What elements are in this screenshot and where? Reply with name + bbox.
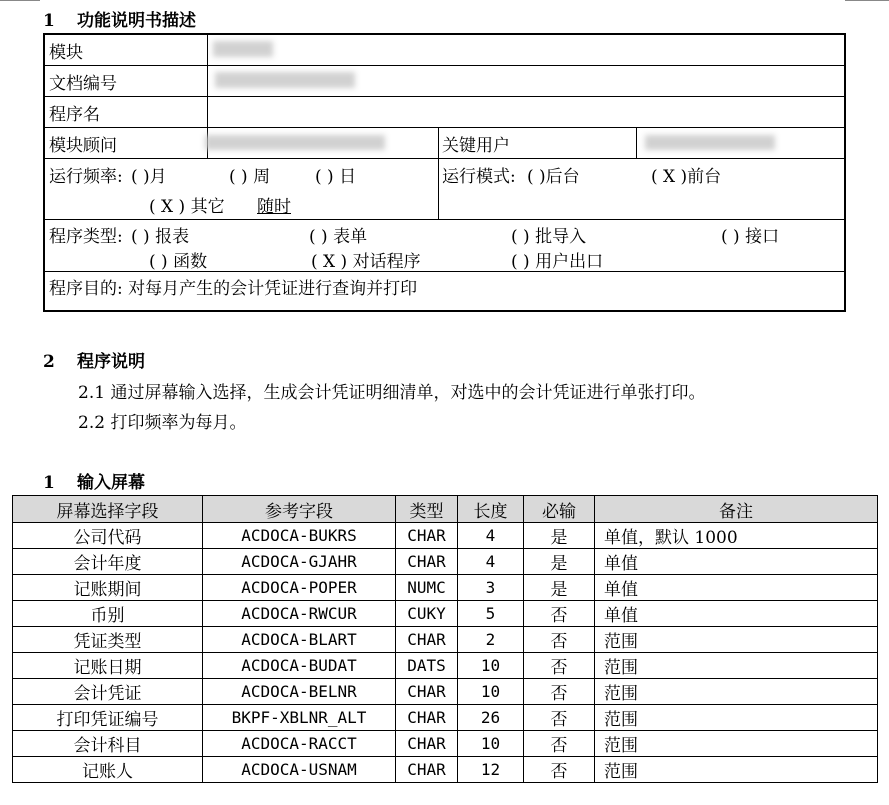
header-remark: 备注	[595, 496, 878, 523]
cell-reference-field: ACDOCA-RWCUR	[203, 601, 396, 627]
cell-remark: 单值，默认 1000	[595, 523, 878, 549]
cell-length: 26	[458, 705, 524, 731]
cell-screen-field: 凭证类型	[13, 627, 203, 653]
cell-length: 12	[458, 757, 524, 783]
cell-reference-field: ACDOCA-BLART	[203, 627, 396, 653]
divider	[636, 127, 637, 158]
cell-screen-field: 会计科目	[13, 731, 203, 757]
consultant-label: 模块顾问	[49, 136, 117, 156]
section-title: 程序说明	[77, 352, 145, 372]
spec-row-consultant	[45, 127, 844, 159]
cell-length: 4	[458, 523, 524, 549]
table-row	[13, 653, 878, 679]
table-row	[13, 601, 878, 627]
frequency-other: ( X ) 其它	[149, 197, 225, 217]
divider	[207, 96, 208, 127]
section-heading-input-screen	[43, 468, 145, 493]
cell-screen-field: 记账日期	[13, 653, 203, 679]
cell-length: 4	[458, 549, 524, 575]
cell-type: CUKY	[396, 601, 458, 627]
cell-length: 2	[458, 627, 524, 653]
cell-required: 是	[524, 523, 595, 549]
table-row	[13, 731, 878, 757]
spec-row-purpose	[45, 271, 844, 310]
table-row	[13, 705, 878, 731]
page-corner-mark-right	[845, 0, 889, 1]
cell-remark: 单值	[595, 575, 878, 601]
section-number: 1	[43, 473, 55, 493]
type-dialog-program: ( X ) 对话程序	[311, 252, 421, 272]
cell-reference-field: BKPF-XBLNR_ALT	[203, 705, 396, 731]
header-required: 必输	[524, 496, 595, 523]
section-heading-spec	[43, 6, 196, 31]
cell-length: 10	[458, 731, 524, 757]
cell-required: 否	[524, 705, 595, 731]
cell-type: DATS	[396, 653, 458, 679]
header-screen-field: 屏幕选择字段	[13, 496, 203, 523]
frequency-week: ( ) 周	[229, 167, 271, 187]
cell-required: 是	[524, 549, 595, 575]
type-report: ( ) 报表	[131, 227, 190, 247]
table-header-row	[13, 496, 878, 523]
frequency-month: ( )月	[131, 167, 167, 187]
cell-required: 否	[524, 731, 595, 757]
cell-length: 10	[458, 679, 524, 705]
section-title: 输入屏幕	[77, 473, 145, 493]
cell-type: CHAR	[396, 549, 458, 575]
cell-type: NUMC	[396, 575, 458, 601]
doc-no-value-redacted	[215, 72, 355, 88]
table-row	[13, 627, 878, 653]
cell-length: 10	[458, 653, 524, 679]
cell-type: CHAR	[396, 731, 458, 757]
table-row	[13, 549, 878, 575]
table-row	[13, 757, 878, 783]
cell-length: 3	[458, 575, 524, 601]
cell-required: 是	[524, 575, 595, 601]
program-name-label: 程序名	[49, 105, 100, 125]
cell-type: CHAR	[396, 627, 458, 653]
page-corner-mark-left	[0, 0, 40, 1]
cell-remark: 单值	[595, 601, 878, 627]
cell-reference-field: ACDOCA-POPER	[203, 575, 396, 601]
cell-required: 否	[524, 601, 595, 627]
cell-length: 5	[458, 601, 524, 627]
spec-row-frequency	[45, 158, 844, 220]
divider	[207, 35, 208, 65]
cell-screen-field: 币别	[13, 601, 203, 627]
cell-required: 否	[524, 679, 595, 705]
cell-reference-field: ACDOCA-BELNR	[203, 679, 396, 705]
spec-row-doc-no	[45, 65, 844, 97]
cell-type: CHAR	[396, 705, 458, 731]
cell-required: 否	[524, 627, 595, 653]
cell-screen-field: 公司代码	[13, 523, 203, 549]
cell-remark: 范围	[595, 653, 878, 679]
key-user-label: 关键用户	[442, 136, 510, 156]
module-label: 模块	[49, 43, 83, 63]
frequency-other-value: 随时	[257, 197, 291, 217]
program-description-1: 2.1 通过屏幕输入选择，生成会计凭证明细清单，对选中的会计凭证进行单张打印。	[78, 383, 706, 403]
cell-screen-field: 会计凭证	[13, 679, 203, 705]
table-row	[13, 679, 878, 705]
spec-row-module	[45, 35, 844, 66]
doc-no-label: 文档编号	[49, 74, 117, 94]
type-batch-import: ( ) 批导入	[511, 227, 587, 247]
program-description-2: 2.2 打印频率为每月。	[78, 413, 247, 433]
section-title: 功能说明书描述	[77, 11, 196, 31]
section-number: 1	[43, 11, 55, 31]
section-number: 2	[43, 352, 55, 372]
cell-remark: 范围	[595, 731, 878, 757]
run-mode-foreground: ( X )前台	[651, 167, 722, 187]
input-screen-table	[12, 495, 878, 783]
run-mode-background: ( )后台	[527, 167, 580, 187]
key-user-value-redacted	[645, 135, 775, 150]
table-row	[13, 575, 878, 601]
cell-type: CHAR	[396, 757, 458, 783]
header-reference-field: 参考字段	[203, 496, 396, 523]
cell-remark: 范围	[595, 705, 878, 731]
program-type-label: 程序类型:	[49, 227, 123, 247]
cell-screen-field: 会计年度	[13, 549, 203, 575]
type-form: ( ) 表单	[309, 227, 368, 247]
cell-reference-field: ACDOCA-RACCT	[203, 731, 396, 757]
type-function: ( ) 函数	[149, 252, 208, 272]
cell-screen-field: 打印凭证编号	[13, 705, 203, 731]
cell-required: 否	[524, 757, 595, 783]
divider	[207, 65, 208, 96]
header-length: 长度	[458, 496, 524, 523]
header-type: 类型	[396, 496, 458, 523]
divider	[438, 158, 439, 219]
cell-type: CHAR	[396, 523, 458, 549]
module-value-redacted	[213, 41, 273, 57]
cell-remark: 单值	[595, 549, 878, 575]
cell-type: CHAR	[396, 679, 458, 705]
cell-remark: 范围	[595, 679, 878, 705]
frequency-label: 运行频率:	[49, 167, 123, 187]
section-heading-program	[43, 347, 145, 372]
cell-remark: 范围	[595, 757, 878, 783]
cell-reference-field: ACDOCA-BUDAT	[203, 653, 396, 679]
spec-row-program-type	[45, 219, 844, 272]
table-row	[13, 523, 878, 549]
consultant-value-redacted	[205, 135, 385, 150]
cell-required: 否	[524, 653, 595, 679]
cell-reference-field: ACDOCA-BUKRS	[203, 523, 396, 549]
type-interface: ( ) 接口	[721, 227, 780, 247]
divider	[438, 127, 439, 158]
cell-reference-field: ACDOCA-USNAM	[203, 757, 396, 783]
spec-box	[43, 33, 846, 312]
cell-screen-field: 记账人	[13, 757, 203, 783]
cell-reference-field: ACDOCA-GJAHR	[203, 549, 396, 575]
program-purpose: 程序目的: 对每月产生的会计凭证进行查询并打印	[49, 279, 418, 299]
cell-remark: 范围	[595, 627, 878, 653]
frequency-day: ( ) 日	[315, 167, 357, 187]
spec-row-program-name	[45, 96, 844, 128]
run-mode-label: 运行模式:	[442, 167, 516, 187]
cell-screen-field: 记账期间	[13, 575, 203, 601]
type-user-exit: ( ) 用户出口	[511, 252, 604, 272]
